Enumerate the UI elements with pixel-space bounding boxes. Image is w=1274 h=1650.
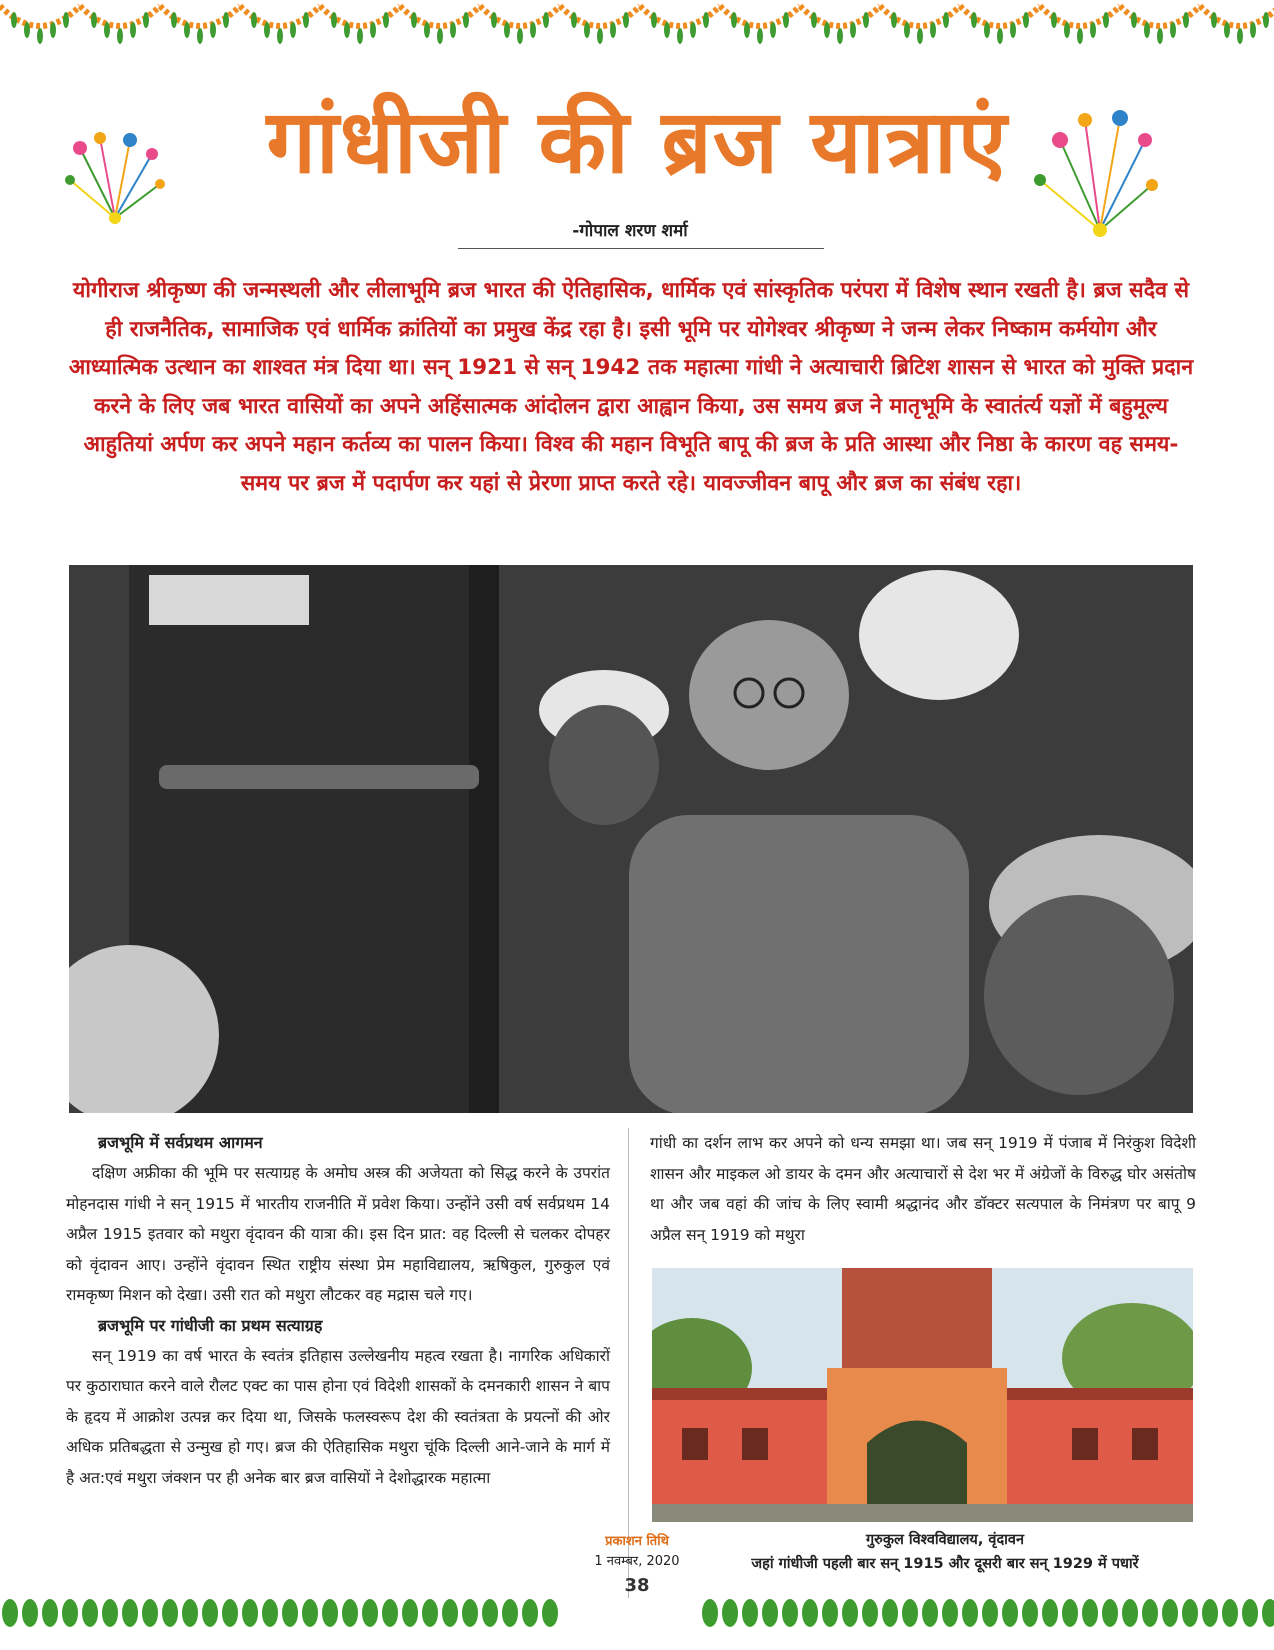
marigold-garland-top <box>0 0 1274 56</box>
intro-paragraph: योगीराज श्रीकृष्ण की जन्मस्थली और लीलाभूमि ब्रज भारत की ऐतिहासिक, धार्मिक एवं सांस्कृतिक परंपरा में विशेष स्थान रखती है। ब्रज सदैव से ही राजनैतिक, सामाजिक एवं धार्मिक क्रांतियों का प्रमुख केंद्र रहा है। इसी भूमि पर योगेश्वर श्रीकृष्ण ने जन्म लेकर निष्काम कर्मयोग और आध्यात्मिक उत्थान का शाश्वत मंत्र दिया था। सन् 1921 से सन् 1942 तक महात्मा गांधी ने अत्याचारी ब्रिटिश शासन से भारत को मुक्ति प्रदान करने के लिए जब भारत वासियों का अपने अहिंसात्मक आंदोलन द्वारा आह्वान किया, उस समय ब्रज ने मातृभूमि के स्वातंर्त्य यज्ञों में बहुमूल्य आहुतियां अर्पण कर अपने महान कर्तव्य का पालन किया। विश्व की महान विभूति बापू की ब्रज के प्रति आस्था और निष्ठा के कारण वह समय-समय पर ब्रज में पदार्पण कर यहां से प्रेरणा प्राप्त करते रहे। यावज्जीवन बापू और ब्रज का संबंध रहा। <box>68 278 1194 496</box>
gandhi-train-photo <box>69 565 1193 1113</box>
building-illustration <box>652 1268 1193 1522</box>
author-byline: -गोपाल शरण शर्मा <box>572 221 688 241</box>
page-number: 38 <box>624 1575 650 1596</box>
section-body-first-visit: दक्षिण अफ्रीका की भूमि पर सत्याग्रह के अमोघ अस्त्र की अजेयता को सिद्ध करने के उपरांत मोहनदास गांधी ने सन् 1915 में भारतीय राजनीति में प्रवेश किया। उन्होंने उसी वर्ष सर्वप्रथम 14 अप्रैल 1915 इतवार को मथुरा वृंदावन की यात्रा की। इस दिन प्रात: वह दिल्ली से चलकर दोपहर को वृंदावन आए। उन्होंने वृंदावन स्थित राष्ट्रीय संस्था प्रेम महाविद्यालय, ऋषिकुल, गुरुकुल एवं रामकृष्ण मिशन को देखा। उसी रात को मथुरा लौटकर वह मद्रास चले गए। <box>66 1164 610 1304</box>
column-divider <box>628 1128 629 1598</box>
photo-illustration <box>69 565 1193 1113</box>
section-heading-first-visit: ब्रजभूमि में सर्वप्रथम आगमन <box>98 1133 263 1152</box>
article-title: गांधीजी की ब्रज यात्राएं <box>266 90 1008 193</box>
left-column <box>66 1128 610 1493</box>
right-column <box>650 1128 1196 1250</box>
publication-date-label: प्रकाशन तिथि <box>605 1534 669 1549</box>
building-caption <box>720 1528 1170 1576</box>
caption-line-1: गुरुकुल विश्वविद्यालय, वृंदावन <box>865 1532 1025 1548</box>
section-heading-first-satyagraha: ब्रजभूमि पर गांधीजी का प्रथम सत्याग्रह <box>98 1315 323 1335</box>
right-column-body: गांधी का दर्शन लाभ कर अपने को धन्य समझा था। जब सन् 1919 में पंजाब में निरंकुश विदेशी शासन और माइकल ओ डायर के दमन और अत्याचारों से देश भर में अंग्रेजों के विरुद्ध घोर असंतोष था और जब वहां की जांच के लिए स्वामी श्रद्धानंद और डॉक्टर सत्यपाल के निमंत्रण पर बापू 9 अप्रैल सन् 1919 को मथुरा <box>650 1134 1196 1244</box>
publication-date: 1 नवम्बर, 2020 <box>594 1554 680 1569</box>
gurukul-building-photo <box>652 1268 1193 1522</box>
section-body-first-satyagraha: सन् 1919 का वर्ष भारत के स्वतंत्र इतिहास उल्लेखनीय महत्व रखता है। नागरिक अधिकारों पर कुठाराघात करने वाले रौलट एक्ट का पास होना एवं विदेशी शासकों के दमनकारी शासन ने बाप के हृदय में आक्रोश उत्पन्न कर दिया था, जिसके फलस्वरूप देश की स्वतंत्रता के प्रयत्नों की ओर अधिक प्रतिबद्धता से उन्मुख हो गए। ब्रज की ऐतिहासिक मथुरा चूंकि दिल्ली आने-जाने के मार्ग में है अत:एवं मथुरा जंक्शन पर ही अनेक बार ब्रज वासियों ने देशोद्धारक महात्मा <box>66 1346 610 1487</box>
byline-divider <box>458 248 824 249</box>
caption-line-2: जहां गांधीजी पहली बार सन् 1915 और दूसरी बार सन् 1929 में पधारें <box>751 1556 1139 1572</box>
publication-info <box>587 1532 687 1596</box>
